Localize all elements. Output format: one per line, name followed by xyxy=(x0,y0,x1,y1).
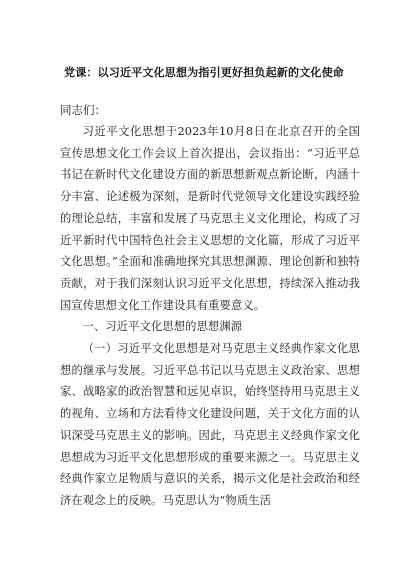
document-body xyxy=(60,121,360,512)
document-title: 党课：以习近平文化思想为指引更好担负起新的文化使命 xyxy=(64,66,344,79)
body-paragraph: 习近平文化思想于2023年10月8日在北京召开的全国宣传思想文化工作会议上首次提出，会议指出：“习近平总书记在新时代文化建设方面的新思想新观点新论断，内涵十分丰富、论述极为深刻，是新时代党领导文化建设实践经验的理论总结，丰富和发展了马克思主义文化理论，构成了习近平新时代中国特色社会主义思想的文化篇，形成了习近平文化思想。”全面和准确地探究其思想渊源、理论创新和独特贡献，对于我们深刻认识习近平文化思想，持续深入推动我国宣传思想文化工作建设具有重要意义。 xyxy=(60,125,360,312)
body-paragraph: （一）习近平文化思想是对马克思主义经典作家文化思想的继承与发展。习近平总书记以马克思主义政治家、思想家、战略家的政治智慧和远见卓识，始终坚持用马克思主义的视角、立场和方法看待文化建设问题，关于文化方面的认识深受马克思主义的影响。因此，马克思主义经典作家文化思想成为习近平文化思想形成的重要来源之一。马克思主义经典作家立足物质与意识的关系，揭示文化是社会政治和经济在观念上的反映。马克思认为“物质生活 xyxy=(60,342,360,507)
salutation: 同志们： xyxy=(60,103,106,117)
section-heading: 一、习近平文化思想的思想渊源 xyxy=(82,320,243,334)
